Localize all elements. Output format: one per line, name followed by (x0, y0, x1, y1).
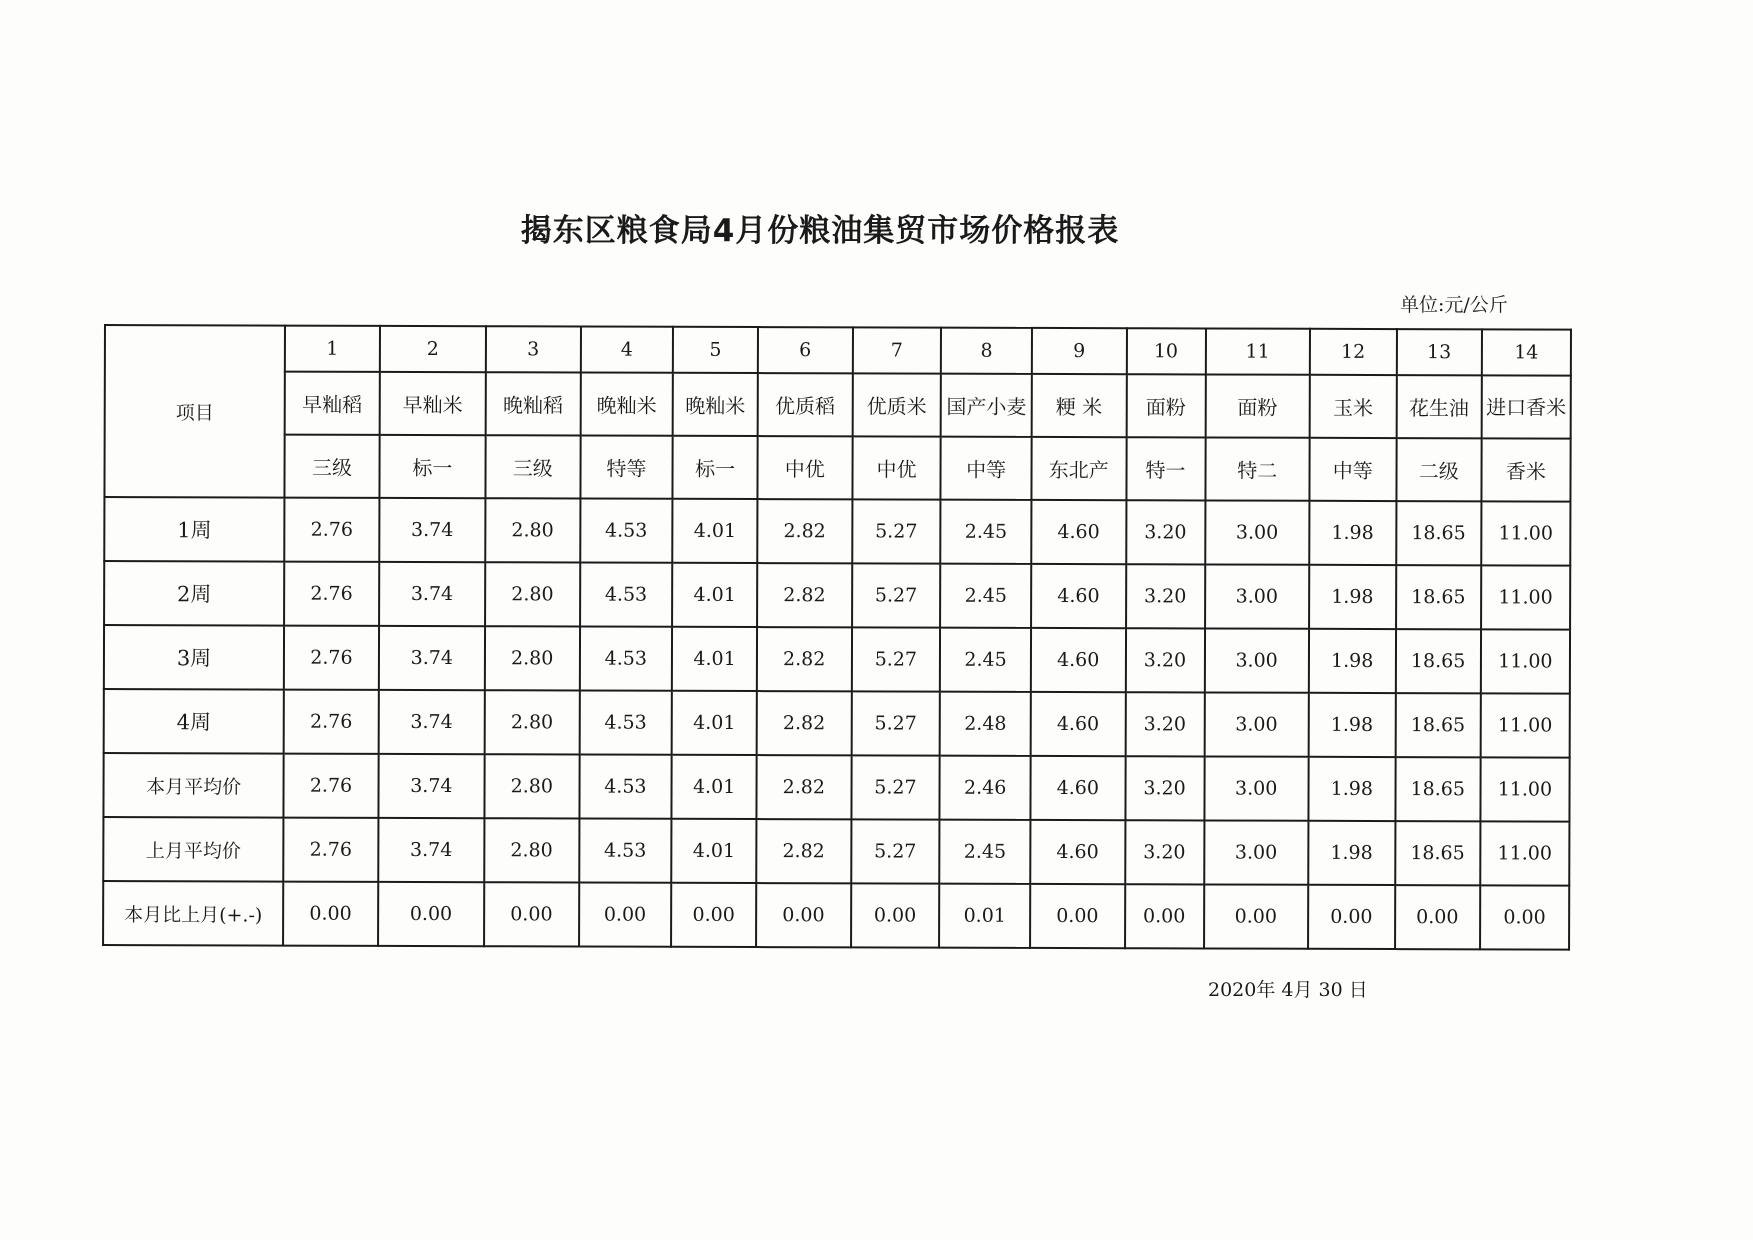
price-cell: 2.82 (756, 755, 851, 819)
product-name: 国产小麦 (941, 374, 1032, 437)
row-label: 上月平均价 (103, 817, 283, 882)
price-cell: 1.98 (1309, 501, 1396, 565)
product-grade: 标一 (673, 436, 758, 499)
price-cell: 18.65 (1395, 757, 1480, 821)
product-name: 优质稻 (758, 373, 853, 436)
row-label: 4周 (104, 689, 284, 754)
price-cell: 5.27 (852, 563, 941, 627)
header-number-row (105, 325, 1571, 376)
product-name: 早籼米 (379, 372, 485, 435)
price-cell: 4.01 (672, 755, 757, 819)
price-cell: 1.98 (1308, 821, 1395, 885)
price-cell: 3.20 (1126, 500, 1205, 564)
report-date: 2020年 4月 30 日 (1208, 979, 1368, 1001)
price-cell: 4.53 (579, 690, 672, 754)
price-cell: 1.98 (1308, 693, 1395, 757)
price-cell: 0.00 (851, 883, 940, 947)
product-name: 优质米 (852, 373, 941, 436)
price-cell: 0.00 (1030, 884, 1125, 948)
column-number: 6 (758, 327, 853, 373)
column-number: 10 (1126, 328, 1205, 374)
price-cell: 4.60 (1030, 756, 1125, 820)
price-cell: 0.00 (1308, 885, 1395, 949)
price-cell: 2.82 (757, 691, 852, 755)
product-name: 进口香米 (1481, 375, 1570, 438)
price-cell: 3.20 (1125, 628, 1204, 692)
price-cell: 3.74 (379, 562, 485, 626)
price-cell: 3.20 (1125, 692, 1204, 756)
price-cell: 0.00 (378, 882, 484, 946)
price-cell: 3.00 (1204, 820, 1308, 884)
price-cell: 11.00 (1481, 629, 1570, 693)
price-cell: 0.00 (1204, 884, 1308, 948)
price-cell: 2.82 (756, 819, 851, 883)
product-grade: 中等 (941, 437, 1032, 500)
table-row (104, 497, 1570, 566)
price-cell: 2.80 (484, 754, 579, 818)
column-number: 11 (1205, 328, 1309, 374)
price-cell: 2.82 (757, 499, 852, 563)
product-name: 面粉 (1126, 374, 1205, 437)
price-cell: 3.20 (1125, 820, 1204, 884)
price-cell: 3.00 (1204, 756, 1308, 820)
price-table (102, 324, 1572, 951)
price-cell: 4.53 (580, 498, 673, 562)
product-name: 粳 米 (1032, 374, 1127, 437)
price-cell: 2.80 (485, 626, 580, 690)
product-name: 花生油 (1396, 375, 1481, 438)
product-grade: 香米 (1481, 438, 1570, 501)
row-label: 2周 (104, 561, 284, 626)
price-cell: 5.27 (851, 627, 940, 691)
price-cell: 5.27 (851, 819, 940, 883)
price-cell: 1.98 (1309, 565, 1396, 629)
product-grade: 二级 (1396, 438, 1481, 501)
price-cell: 4.53 (579, 754, 672, 818)
price-cell: 4.01 (672, 627, 757, 691)
row-label: 本月比上月(+.-) (103, 881, 283, 946)
price-cell: 0.00 (756, 883, 851, 947)
price-cell: 3.00 (1204, 692, 1308, 756)
product-grade: 中优 (757, 436, 852, 499)
price-cell: 2.80 (485, 562, 580, 626)
price-cell: 2.76 (284, 754, 379, 818)
product-name: 晚籼米 (673, 373, 758, 436)
product-name: 玉米 (1309, 375, 1396, 438)
price-cell: 18.65 (1396, 565, 1481, 629)
product-name: 早籼稻 (285, 372, 380, 435)
price-cell: 0.00 (484, 882, 579, 946)
price-cell: 2.82 (757, 563, 852, 627)
product-name: 晚籼米 (580, 372, 673, 435)
price-cell: 18.65 (1395, 821, 1480, 885)
price-cell: 0.00 (671, 883, 756, 947)
price-cell: 1.98 (1309, 629, 1396, 693)
price-cell: 2.45 (940, 820, 1031, 884)
price-cell: 5.27 (852, 499, 941, 563)
item-header: 项目 (104, 325, 285, 498)
price-cell: 5.27 (851, 755, 940, 819)
column-number: 12 (1310, 329, 1397, 375)
price-cell: 4.01 (672, 563, 757, 627)
price-cell: 0.00 (1395, 885, 1480, 949)
table-row (103, 753, 1569, 822)
price-cell: 4.53 (580, 562, 673, 626)
price-cell: 3.00 (1205, 564, 1309, 628)
product-grade: 特一 (1126, 437, 1205, 500)
price-cell: 4.01 (671, 819, 756, 883)
price-cell: 2.45 (940, 628, 1031, 692)
column-number: 13 (1396, 329, 1481, 375)
price-cell: 5.27 (851, 691, 940, 755)
column-number: 1 (285, 326, 380, 372)
price-cell: 4.60 (1030, 820, 1125, 884)
column-number: 2 (380, 326, 486, 372)
table-row (103, 817, 1569, 886)
price-cell: 4.60 (1031, 692, 1126, 756)
price-cell: 0.01 (939, 884, 1030, 948)
price-cell: 3.20 (1125, 756, 1204, 820)
product-grade: 特等 (580, 435, 673, 498)
price-cell: 18.65 (1396, 501, 1481, 565)
price-cell: 4.01 (672, 499, 757, 563)
product-grade: 三级 (485, 435, 580, 498)
header-grade-row (104, 434, 1570, 502)
price-cell: 4.60 (1031, 500, 1126, 564)
price-cell: 3.74 (379, 626, 485, 690)
price-cell: 3.20 (1126, 564, 1205, 628)
price-cell: 0.00 (1125, 884, 1204, 948)
column-number: 3 (486, 326, 581, 372)
row-label: 1周 (104, 497, 284, 562)
price-cell: 4.53 (579, 626, 672, 690)
price-cell: 3.00 (1204, 628, 1308, 692)
price-cell: 2.48 (940, 692, 1031, 756)
row-label: 3周 (104, 625, 284, 690)
price-cell: 2.45 (940, 564, 1031, 628)
price-cell: 2.80 (484, 818, 579, 882)
price-cell: 11.00 (1480, 821, 1569, 885)
price-cell: 11.00 (1480, 757, 1569, 821)
header-name-row (105, 371, 1571, 439)
column-number: 14 (1482, 329, 1571, 375)
price-cell: 2.45 (941, 500, 1032, 564)
price-cell: 2.80 (485, 498, 580, 562)
price-cell: 4.60 (1031, 564, 1126, 628)
table-row (104, 689, 1570, 758)
price-cell: 4.53 (579, 818, 672, 882)
column-number: 5 (673, 327, 758, 373)
product-grade: 东北产 (1031, 437, 1126, 500)
price-cell: 11.00 (1480, 693, 1569, 757)
price-cell: 3.00 (1205, 500, 1309, 564)
price-cell: 2.46 (940, 756, 1031, 820)
column-number: 4 (580, 326, 673, 372)
price-cell: 3.74 (379, 498, 485, 562)
product-name: 面粉 (1205, 374, 1309, 437)
table-row (103, 881, 1569, 950)
price-cell: 3.74 (378, 818, 484, 882)
price-cell: 2.76 (284, 626, 379, 690)
price-cell: 2.82 (757, 627, 852, 691)
price-cell: 2.76 (284, 690, 379, 754)
price-cell: 18.65 (1395, 629, 1480, 693)
report-title: 揭东区粮食局4月份粮油集贸市场价格报表 (520, 213, 1120, 249)
table-row (104, 625, 1570, 694)
price-cell: 0.00 (1480, 885, 1569, 949)
price-cell: 2.76 (284, 562, 379, 626)
price-cell: 0.00 (579, 882, 672, 946)
product-grade: 中优 (852, 436, 941, 499)
column-number: 9 (1032, 328, 1127, 374)
product-grade: 特二 (1205, 437, 1309, 500)
price-cell: 4.01 (672, 691, 757, 755)
price-cell: 4.60 (1031, 628, 1126, 692)
price-cell: 11.00 (1481, 501, 1570, 565)
price-cell: 3.74 (378, 690, 484, 754)
row-label: 本月平均价 (103, 753, 283, 818)
column-number: 8 (941, 328, 1032, 374)
price-cell: 2.76 (284, 498, 379, 562)
price-cell: 11.00 (1481, 565, 1570, 629)
column-number: 7 (852, 327, 941, 373)
product-name: 晚籼稻 (486, 372, 581, 435)
price-cell: 0.00 (283, 882, 378, 946)
product-grade: 三级 (285, 435, 380, 498)
unit-label: 单位:元/公斤 (1400, 294, 1508, 316)
price-cell: 18.65 (1395, 693, 1480, 757)
product-grade: 标一 (379, 435, 485, 498)
price-cell: 2.76 (283, 818, 378, 882)
price-cell: 2.80 (485, 690, 580, 754)
price-cell: 1.98 (1308, 757, 1395, 821)
price-cell: 3.74 (378, 754, 484, 818)
table-row (104, 561, 1570, 630)
product-grade: 中等 (1309, 438, 1396, 501)
